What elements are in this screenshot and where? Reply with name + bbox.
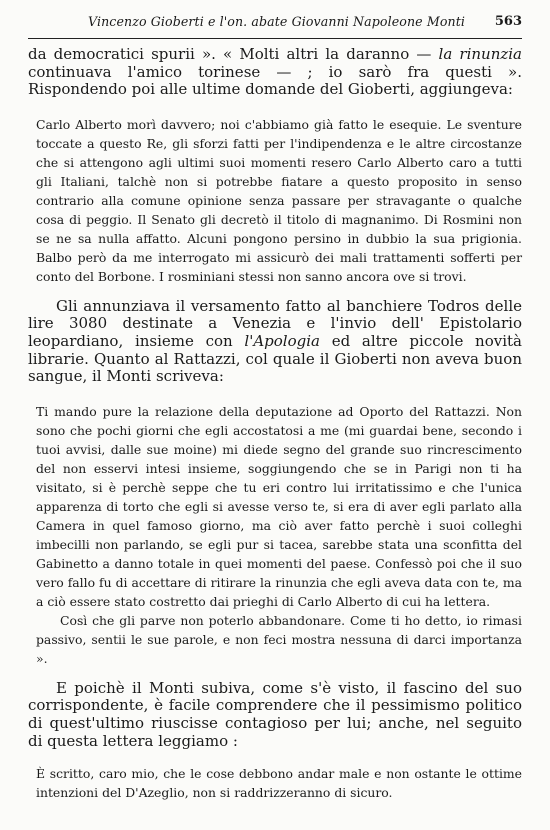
- paragraph-todros: [28, 298, 522, 386]
- quote-paragraph: Carlo Alberto morì davvero; noi c'abbiamo già fatto le esequie. Le sventure toccate a questo Re, gli sforzi fatti per l'indipendenza e le altre circostanze che si attengono agli ultimi suoi momenti resero Carlo Alberto caro a tutti gli Italiani, talchè non si potrebbe fiatare a questo proposito in senso contrario alla comune opinione senza passare per stravagante o qualche cosa di peggio. Il Senato gli decretò il titolo di magnanimo. Di Rosmini non se ne sa nulla affatto. Alcuni pongono persino in dubbio la sua prigionia. Balbo però da me interrogato mi assicurò dei mali trattamenti sofferti per conto del Borbone. I rosminiani stessi non sanno ancora ove si trovi.: [36, 116, 522, 284]
- paragraph-text: ed altre piccole novità librarie. Quanto al Rattazzi, col quale il Gioberti non aveva buon sangue, il Monti scriveva:: [28, 331, 522, 386]
- paragraph-pessimismo: E poichè il Monti subiva, come s'è visto, il fascino del suo corrispondente, è facile comprendere che il pessimismo politico di quest'ultimo riuscisse contagioso per lui; anche, nel seguito di questa lettera leggiamo :: [28, 678, 522, 750]
- paragraph-text: da democratici spurii ». « Molti altri la daranno —: [28, 45, 439, 63]
- quote-paragraph: È scritto, caro mio, che le cose debbono andar male e non ostante le ottime intenzioni del D'Azeglio, non si raddrizzeranno di sicuro.: [36, 766, 522, 801]
- running-header: [28, 10, 522, 39]
- page-body: [28, 46, 522, 802]
- block-quote-carlo-alberto: [28, 115, 522, 286]
- page-number: 563: [494, 14, 522, 29]
- block-quote-rattazzi: [28, 402, 522, 668]
- paragraph-text: continuava l'amico torinese — ; io sarò fra questi ». Rispondendo poi alle ultime domande del Gioberti, aggiungeva:: [28, 62, 522, 99]
- block-quote-azeglio: [28, 764, 522, 802]
- running-title: Vincenzo Gioberti e l'on. abate Giovanni Napoleone Monti: [88, 14, 466, 29]
- paragraph-continuation: [28, 46, 522, 99]
- quote-paragraph: Così che gli parve non poterlo abbandonare. Come ti ho detto, io rimasi passivo, sentii le sue parole, e non feci mostra nessuna di darci importanza ».: [36, 612, 522, 666]
- italic-title: l'Apologia: [244, 331, 320, 350]
- paragraph-text: Gli annunziava il versamento fatto al banchiere Todros delle lire 3080 destinate a Venezia e l'invio dell' Epistolario leopardiano, insieme con: [28, 296, 522, 350]
- quote-paragraph: Ti mando pure la relazione della deputazione ad Oporto del Rattazzi. Non sono che pochi giorni che egli accostatosi a me (mi guardai bene, secondo i tuoi avvisi, dalle sue moine) mi diede segno del grande suo rincrescimento del non esservi intesi insieme, soggiungendo che se in Parigi non ti ha visitato, si è perchè seppe che tu eri contro lui irritatissimo e che l'unica apparenza di torto che egli si avesse verso te, si era di aver egli parlato alla Camera in quel famoso giorno, ma ciò aver fatto perchè i suoi colleghi imbecilli non parlando, se egli pur si tacea, sarebbe stata una sconfitta del Gabinetto a danno totale in quei momenti del paese. Confessò poi che il suo vero fallo fu di accettare di ritirare la rinunzia che egli aveva data con te, ma a ciò essere stato costretto dai prieghi di Carlo Alberto di cui ha lettera.: [36, 403, 522, 609]
- italic-phrase: la rinunzia: [438, 45, 523, 63]
